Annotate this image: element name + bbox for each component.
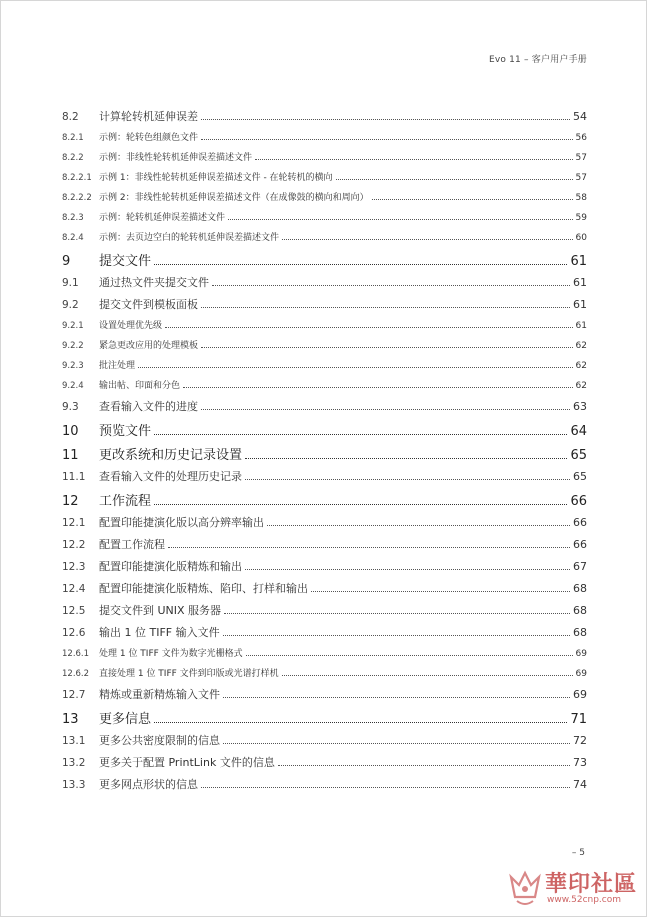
- toc-entry-page: 61: [573, 298, 587, 311]
- toc-entry-number: 12.5: [62, 605, 86, 617]
- toc-entry-title: 处理 1 位 TIFF 文件为数字光栅格式: [99, 649, 243, 659]
- toc-entry-page: 72: [573, 734, 587, 747]
- table-of-contents: [62, 108, 587, 798]
- toc-entry[interactable]: [62, 776, 587, 798]
- toc-dot-leader: [165, 319, 573, 328]
- toc-entry[interactable]: [62, 558, 587, 580]
- toc-entry[interactable]: [62, 666, 587, 686]
- toc-entry-page: 61: [575, 321, 587, 331]
- toc-entry-page: 71: [570, 712, 587, 727]
- toc-entry-number: 12.4: [62, 583, 86, 595]
- toc-entry-title: 更多信息: [99, 712, 152, 727]
- toc-entry-title: 计算轮转机延伸误差: [99, 110, 198, 123]
- toc-entry[interactable]: [62, 514, 587, 536]
- toc-dot-leader: [201, 777, 570, 788]
- toc-entry-page: 62: [575, 381, 587, 391]
- toc-entry-title: 紧急更改应用的处理模板: [99, 341, 199, 351]
- toc-dot-leader: [282, 231, 573, 240]
- toc-entry-title: 直接处理 1 位 TIFF 文件到印版或光谱打样机: [99, 669, 279, 679]
- toc-entry-page: 58: [575, 193, 587, 203]
- toc-entry-title: 工作流程: [99, 494, 152, 509]
- toc-entry-title: 输出 1 位 TIFF 输入文件: [99, 626, 220, 639]
- toc-entry[interactable]: [62, 210, 587, 230]
- toc-entry-number: 8.2.2.1: [62, 173, 92, 183]
- toc-entry-title: 通过热文件夹提交文件: [99, 276, 209, 289]
- toc-entry-title: 精炼或重新精炼输入文件: [99, 688, 220, 701]
- toc-entry-title: 示例：轮转机延伸误差描述文件: [99, 213, 226, 223]
- toc-entry-title: 示例：去页边空白的轮转机延伸误差描述文件: [99, 233, 280, 243]
- toc-dot-leader: [223, 733, 570, 744]
- watermark-text: 華印社區: [545, 871, 638, 897]
- toc-entry-page: 69: [573, 688, 587, 701]
- toc-dot-leader: [267, 515, 570, 526]
- watermark-url: www.52cnp.com: [547, 895, 622, 905]
- toc-entry-number: 8.2: [62, 111, 79, 123]
- toc-entry-page: 60: [575, 233, 587, 243]
- toc-entry-number: 9.1: [62, 277, 79, 289]
- toc-entry[interactable]: [62, 754, 587, 776]
- toc-entry-number: 12.2: [62, 539, 86, 551]
- toc-entry[interactable]: [62, 296, 587, 318]
- toc-entry[interactable]: [62, 732, 587, 754]
- toc-entry-number: 9.2: [62, 299, 79, 311]
- toc-dot-leader: [228, 211, 573, 220]
- toc-entry-title: 批注处理: [99, 361, 136, 371]
- toc-entry-page: 57: [575, 173, 587, 183]
- toc-entry-number: 13: [62, 712, 79, 727]
- toc-dot-leader: [138, 359, 573, 368]
- toc-entry-title: 提交文件到模板面板: [99, 298, 198, 311]
- toc-entry-number: 9.2.3: [62, 361, 84, 371]
- toc-entry-title: 输出帖、印面和分色: [99, 381, 181, 391]
- toc-entry-title: 提交文件: [99, 254, 152, 269]
- toc-entry-page: 68: [573, 604, 587, 617]
- toc-entry-page: 67: [573, 560, 587, 573]
- toc-entry[interactable]: [62, 536, 587, 558]
- toc-entry-page: 73: [573, 756, 587, 769]
- toc-dot-leader: [246, 647, 573, 656]
- toc-entry-number: 9.2.2: [62, 341, 84, 351]
- toc-entry-number: 9.3: [62, 401, 79, 413]
- toc-entry-page: 62: [575, 341, 587, 351]
- toc-dot-leader: [223, 625, 570, 636]
- toc-dot-leader: [372, 191, 573, 200]
- toc-dot-leader: [336, 171, 573, 180]
- toc-entry-title: 更改系统和历史记录设置: [99, 448, 243, 463]
- toc-entry-page: 74: [573, 778, 587, 791]
- toc-dot-leader: [154, 710, 567, 723]
- toc-dot-leader: [154, 492, 567, 505]
- toc-dot-leader: [255, 151, 573, 160]
- toc-entry[interactable]: [62, 358, 587, 378]
- toc-entry-page: 66: [573, 516, 587, 529]
- toc-entry-title: 示例 2：非线性轮转机延伸误差描述文件（在成像鼓的横向和周向）: [99, 193, 369, 203]
- toc-dot-leader: [201, 399, 570, 410]
- toc-entry-number: 12.6.2: [62, 669, 90, 679]
- toc-entry-title: 预览文件: [99, 424, 152, 439]
- toc-entry[interactable]: [62, 708, 587, 732]
- toc-entry-number: 12.7: [62, 689, 86, 701]
- toc-entry[interactable]: [62, 190, 587, 210]
- toc-dot-leader: [223, 687, 570, 698]
- running-header: Evo 11 – 客户用户手册: [488, 55, 587, 65]
- toc-dot-leader: [183, 379, 573, 388]
- toc-entry-number: 12.6: [62, 627, 86, 639]
- toc-entry-page: 68: [573, 582, 587, 595]
- toc-entry[interactable]: [62, 170, 587, 190]
- toc-dot-leader: [245, 446, 567, 459]
- toc-entry[interactable]: [62, 580, 587, 602]
- page-number: – 5: [571, 848, 585, 858]
- toc-entry[interactable]: [62, 602, 587, 624]
- toc-entry[interactable]: [62, 230, 587, 250]
- toc-entry[interactable]: [62, 686, 587, 708]
- toc-entry-page: 65: [570, 448, 587, 463]
- toc-entry-title: 查看输入文件的进度: [99, 400, 198, 413]
- toc-entry-page: 56: [575, 133, 587, 143]
- toc-entry-page: 59: [575, 213, 587, 223]
- toc-dot-leader: [282, 667, 573, 676]
- toc-entry[interactable]: [62, 646, 587, 666]
- watermark: [507, 867, 639, 913]
- toc-dot-leader: [245, 559, 570, 570]
- toc-dot-leader: [201, 339, 573, 348]
- toc-entry-title: 更多网点形状的信息: [99, 778, 198, 791]
- toc-entry-page: 57: [575, 153, 587, 163]
- toc-entry-title: 设置处理优先级: [99, 321, 163, 331]
- toc-entry[interactable]: [62, 444, 587, 468]
- toc-entry-title: 配置印能捷演化版以高分辨率输出: [99, 516, 264, 529]
- toc-entry[interactable]: [62, 318, 587, 338]
- toc-dot-leader: [154, 252, 567, 265]
- toc-dot-leader: [278, 755, 570, 766]
- toc-entry-number: 12.6.1: [62, 649, 90, 659]
- toc-dot-leader: [168, 537, 570, 548]
- toc-dot-leader: [212, 275, 570, 286]
- toc-entry-number: 9.2.1: [62, 321, 84, 331]
- toc-entry-title: 配置工作流程: [99, 538, 165, 551]
- toc-entry-page: 68: [573, 626, 587, 639]
- toc-entry[interactable]: [62, 398, 587, 420]
- toc-entry-number: 9.2.4: [62, 381, 84, 391]
- toc-entry-number: 12: [62, 494, 79, 509]
- toc-entry-number: 8.2.1: [62, 133, 84, 143]
- toc-entry-number: 11: [62, 448, 79, 463]
- toc-dot-leader: [201, 131, 573, 140]
- toc-entry-page: 61: [570, 254, 587, 269]
- toc-entry-page: 63: [573, 400, 587, 413]
- toc-dot-leader: [154, 422, 567, 435]
- toc-entry-number: 8.2.4: [62, 233, 84, 243]
- toc-entry-page: 66: [573, 538, 587, 551]
- toc-entry-title: 示例 1：非线性轮转机延伸误差描述文件 - 在轮转机的横向: [99, 173, 333, 183]
- toc-entry-page: 62: [575, 361, 587, 371]
- toc-entry-number: 13.1: [62, 735, 86, 747]
- toc-entry[interactable]: [62, 130, 587, 150]
- toc-entry[interactable]: [62, 108, 587, 130]
- toc-entry-page: 54: [573, 110, 587, 123]
- toc-entry-title: 配置印能捷演化版精炼和输出: [99, 560, 242, 573]
- toc-entry-title: 配置印能捷演化版精炼、陷印、打样和输出: [99, 582, 308, 595]
- toc-entry-number: 13.2: [62, 757, 86, 769]
- toc-entry-title: 提交文件到 UNIX 服务器: [99, 604, 222, 617]
- toc-entry-title: 查看输入文件的处理历史记录: [99, 470, 242, 483]
- toc-entry[interactable]: [62, 490, 587, 514]
- toc-entry-page: 65: [573, 470, 587, 483]
- toc-entry-number: 10: [62, 424, 79, 439]
- toc-entry[interactable]: [62, 250, 587, 274]
- toc-entry[interactable]: [62, 150, 587, 170]
- toc-entry-number: 9: [62, 254, 71, 269]
- toc-entry-page: 69: [575, 649, 587, 659]
- toc-entry[interactable]: [62, 274, 587, 296]
- toc-entry-number: 8.2.3: [62, 213, 84, 223]
- toc-entry-number: 12.1: [62, 517, 86, 529]
- toc-dot-leader: [201, 297, 570, 308]
- toc-entry-number: 13.3: [62, 779, 86, 791]
- toc-entry-title: 更多关于配置 PrintLink 文件的信息: [99, 756, 275, 769]
- toc-entry-title: 示例：轮转色组颜色文件: [99, 133, 199, 143]
- toc-entry-number: 12.3: [62, 561, 86, 573]
- toc-entry-number: 8.2.2: [62, 153, 84, 163]
- toc-entry[interactable]: [62, 468, 587, 490]
- watermark-logo-icon: [507, 867, 543, 909]
- toc-entry-number: 8.2.2.2: [62, 193, 92, 203]
- toc-entry-page: 61: [573, 276, 587, 289]
- toc-entry[interactable]: [62, 624, 587, 646]
- toc-dot-leader: [224, 603, 570, 614]
- toc-dot-leader: [201, 109, 570, 120]
- toc-entry[interactable]: [62, 420, 587, 444]
- toc-entry-page: 69: [575, 669, 587, 679]
- toc-dot-leader: [311, 581, 570, 592]
- toc-entry-page: 66: [570, 494, 587, 509]
- toc-entry-number: 11.1: [62, 471, 86, 483]
- toc-entry[interactable]: [62, 378, 587, 398]
- toc-entry-page: 64: [570, 424, 587, 439]
- toc-entry-title: 示例：非线性轮转机延伸误差描述文件: [99, 153, 253, 163]
- toc-dot-leader: [245, 469, 570, 480]
- toc-entry-title: 更多公共密度限制的信息: [99, 734, 220, 747]
- toc-entry[interactable]: [62, 338, 587, 358]
